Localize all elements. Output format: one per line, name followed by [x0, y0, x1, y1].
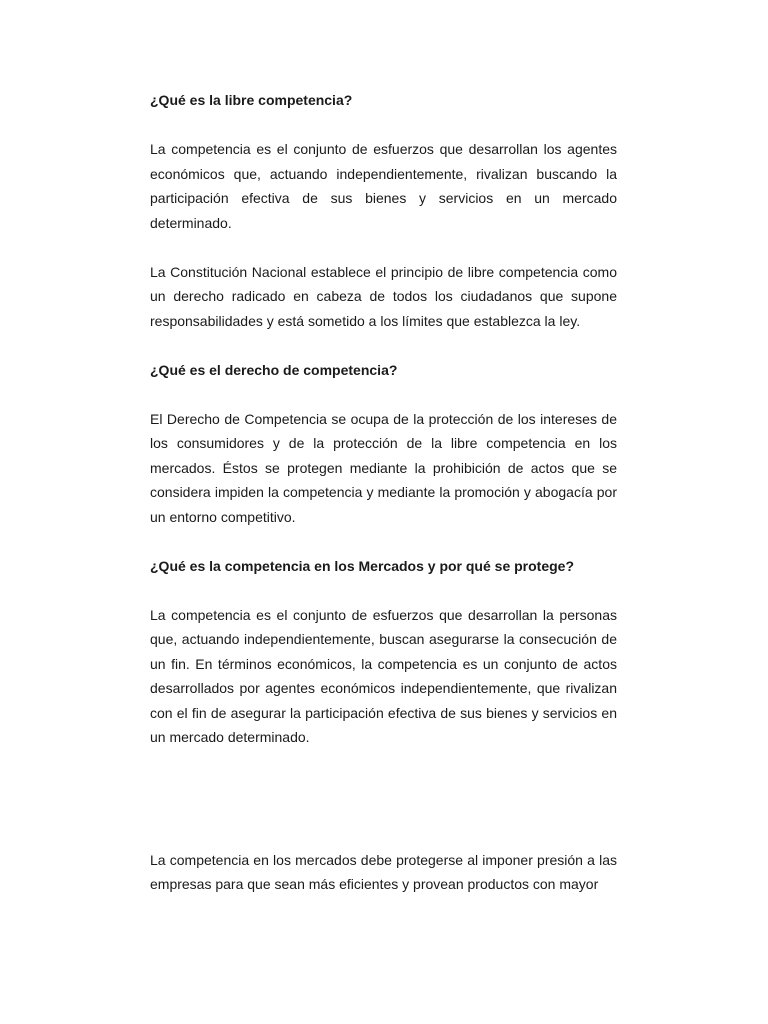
heading-competencia-mercados: ¿Qué es la competencia en los Mercados y por qué se protege?	[150, 557, 575, 574]
paragraph-definicion-competencia: La competencia es el conjunto de esfuerzos que desarrollan los agentes económicos que, actuando independientemente, rivalizan buscando la participación efectiva de sus bienes y servicios en un mercado determinado.	[150, 141, 617, 231]
paragraph-competencia-mercados: La competencia es el conjunto de esfuerzos que desarrollan la personas que, actuando independientemente, buscan asegurarse la consecución de un fin. En términos económicos, la competencia es un conjunto de actos desarrollados por agentes económicos independientemente, que rivalizan con el fin de asegurar la participación efectiva de sus bienes y servicios en un mercado determinado.	[150, 606, 617, 745]
heading-derecho-competencia: ¿Qué es el derecho de competencia?	[150, 361, 398, 378]
heading-libre-competencia: ¿Qué es la libre competencia?	[150, 92, 353, 108]
paragraph-proteccion-mercados: La competencia en los mercados debe protegerse al imponer presión a las empresas para que sean más eficientes y provean productos con mayor	[150, 851, 617, 892]
paragraph-constitucion-nacional: La Constitución Nacional establece el principio de libre competencia como un derecho radicado en cabeza de todos los ciudadanos que supone responsabilidades y está sometido a los límites que establezca la ley.	[150, 263, 617, 329]
document-page	[150, 88, 617, 897]
paragraph-derecho-competencia: El Derecho de Competencia se ocupa de la protección de los intereses de los consumidores y de la protección de la libre competencia en los mercados. Éstos se protegen mediante la prohibición de actos que se considera impiden la competencia y mediante la promoción y abogacía por un entorno competitivo.	[150, 410, 617, 525]
